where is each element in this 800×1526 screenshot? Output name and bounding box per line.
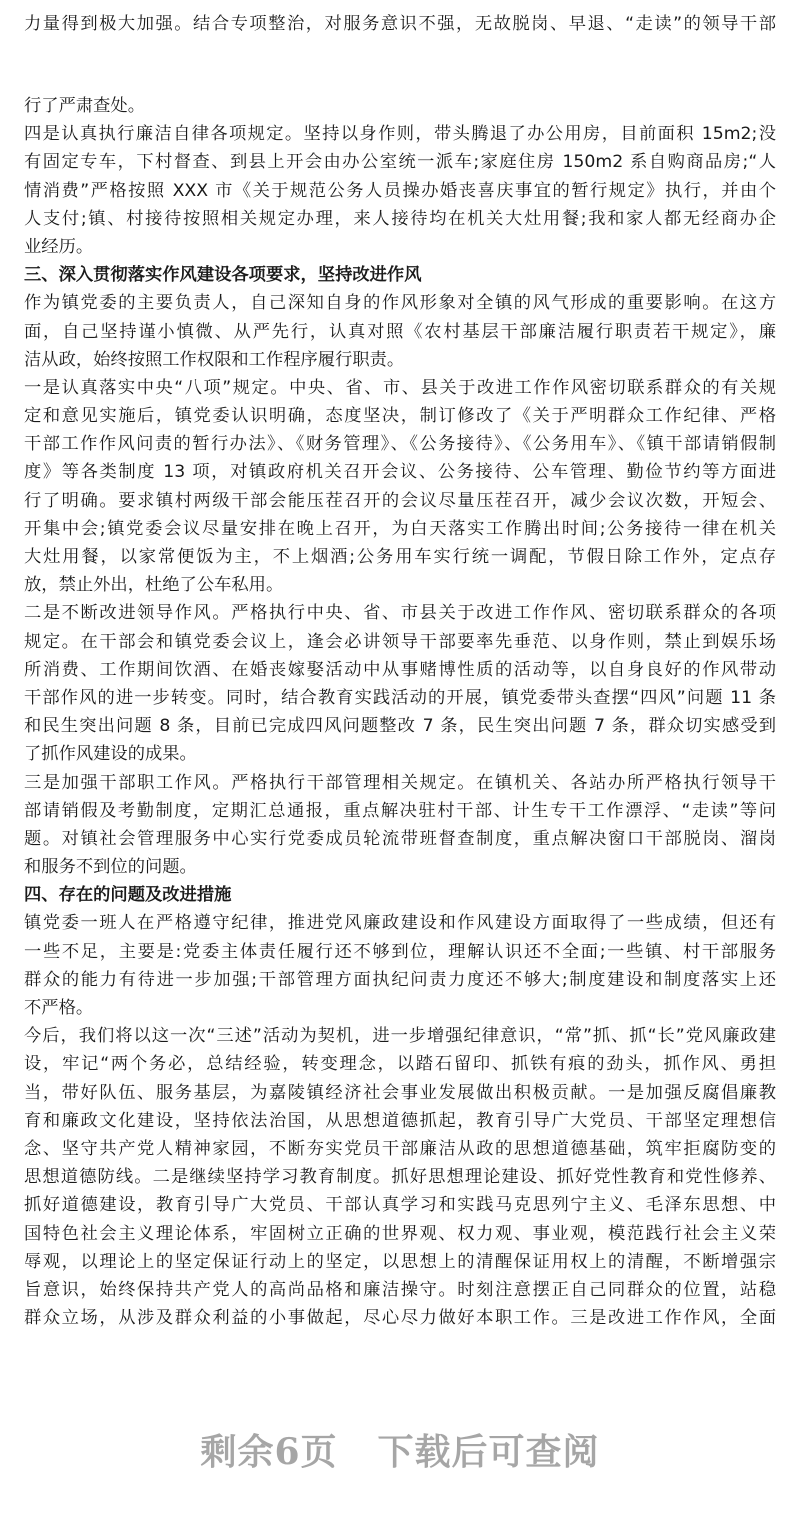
download-to-view-label: 下载后可查阅: [377, 1431, 600, 1473]
text-line: 念、坚守共产党人精神家园，不断夯实党员干部廉洁从政的思想道德基础，筑牢拒腐防变的: [24, 1138, 776, 1159]
text-line: 干部作风的进一步转变。同时，结合教育实践活动的开展，镇党委带头查摆“四风”问题 11 条: [24, 687, 776, 708]
text-line: 部请销假及考勤制度，定期汇总通报，重点解决驻村干部、计生专干工作漂浮、“走读”等问: [24, 800, 776, 821]
text-line: 情消费”严格按照 XXX 市《关于规范公务人员操办婚丧喜庆事宜的暂行规定》执行，并由个: [24, 180, 776, 201]
text-line: 作为镇党委的主要负责人，自己深知自身的作风形象对全镇的风气形成的重要影响。在这方: [24, 293, 776, 314]
section-heading: [24, 881, 776, 909]
text-line: 洁从政，始终按照工作权限和工作程序履行职责。: [24, 349, 405, 370]
page-top-fragment: [24, 10, 776, 38]
document-body: [24, 92, 776, 1332]
text-line: 和服务不到位的问题。: [24, 857, 197, 878]
text-line: 开集中会;镇党委会议尽量安排在晚上召开，为白天落实工作腾出时间;公务接待一律在机关: [24, 518, 776, 539]
paragraph: [24, 120, 776, 261]
paragraph: [24, 374, 776, 600]
text-line: 行了严肃查处。: [24, 96, 145, 116]
paragraph: [24, 92, 776, 120]
text-line: 放，禁止外出，杜绝了公车私用。: [24, 575, 284, 596]
text-line: 设，牢记“两个务必，总结经验，转变理念，以踏石留印、抓铁有痕的劲头，抓作风、勇担: [24, 1054, 776, 1075]
text-line: 和民生突出问题 8 条，目前已完成四风问题整改 7 条，民生突出问题 7 条，群众切实感受到: [24, 716, 776, 737]
text-line: 群众立场，从涉及群众利益的小事做起，尽心尽力做好本职工作。三是改进工作作风，全面: [24, 1308, 776, 1329]
text-line: 规定。在干部会和镇党委会议上，逢会必讲领导干部要率先垂范、以身作则，禁止到娱乐场: [24, 631, 776, 652]
text-line: 四、存在的问题及改进措施: [24, 885, 232, 906]
text-line: 今后，我们将以这一次“三述”活动为契机，进一步增强纪律意识，“常”抓、抓“长”党风廉政建: [24, 1026, 776, 1047]
text-line: 定和意见实施后，镇党委认识明确，态度坚决，制订修改了《关于严明群众工作纪律、严格: [24, 406, 776, 427]
text-line: 思想道德防线。二是继续坚持学习教育制度。抓好思想理论建设、抓好党性教育和党性修养、: [24, 1167, 776, 1188]
download-prompt[interactable]: [0, 1424, 800, 1475]
paragraph: [24, 599, 776, 768]
text-line: 一些不足，主要是:党委主体责任履行还不够到位，理解认识还不全面;一些镇、村干部服务: [24, 941, 776, 962]
text-line: 面，自己坚持谨小慎微、从严先行，认真对照《农村基层干部廉洁履行职责若干规定》，廉: [24, 321, 776, 342]
text-line: 旨意识，始终保持共产党人的高尚品格和廉洁操守。时刻注意摆正自己同群众的位置，站稳: [24, 1279, 776, 1300]
text-line: 干部工作作风问责的暂行办法》、《财务管理》、《公务接待》、《公务用车》、《镇干部请销假制: [24, 434, 776, 455]
text-line: 三是加强干部职工作风。严格执行干部管理相关规定。在镇机关、各站办所严格执行领导干: [24, 772, 776, 793]
remaining-pages-label: 剩余6页: [200, 1431, 338, 1473]
paragraph: [24, 909, 776, 1022]
text-line: 度》等各类制度 13 项，对镇政府机关召开会议、公务接待、公车管理、勤俭节约等方面进: [24, 462, 776, 483]
text-line: 抓好道德建设，教育引导广大党员、干部认真学习和实践马克思列宁主义、毛泽东思想、中: [24, 1195, 776, 1216]
text-line: 行了明确。要求镇村两级干部会能压茬召开的会议尽量压茬召开，减少会议次数，开短会、: [24, 490, 776, 511]
paragraph: [24, 769, 776, 882]
text-line: 辱观，以理论上的坚定保证行动上的坚定，以思想上的清醒保证用权上的清醒，不断增强宗: [24, 1251, 776, 1272]
text-line: 所消费、工作期间饮酒、在婚丧嫁娶活动中从事赌博性质的活动等，以自身良好的作风带动: [24, 659, 776, 680]
text-line: 不严格。: [24, 998, 94, 1018]
text-line: 当，带好队伍、服务基层，为嘉陵镇经济社会事业发展做出积极贡献。一是加强反腐倡廉教: [24, 1082, 776, 1103]
text-line: 国特色社会主义理论体系，牢固树立正确的世界观、权力观、事业观，模范践行社会主义荣: [24, 1223, 776, 1244]
text-line: 三、深入贯彻落实作风建设各项要求，坚持改进作风: [24, 265, 422, 286]
text-line: 题。对镇社会管理服务中心实行党委成员轮流带班督查制度，重点解决窗口干部脱岗、溜岗: [24, 828, 776, 849]
text-line: 一是认真落实中央“八项”规定。中央、省、市、县关于改进工作作风密切联系群众的有关规: [24, 377, 776, 398]
text-line: 群众的能力有待进一步加强;干部管理方面执纪问责力度还不够大;制度建设和制度落实上还: [24, 969, 776, 990]
paragraph: [24, 1022, 776, 1332]
paragraph: [24, 289, 776, 374]
section-heading: [24, 261, 776, 289]
text-line: 镇党委一班人在严格遵守纪律，推进党风廉政建设和作风建设方面取得了一些成绩，但还有: [24, 913, 776, 934]
text-line: 有固定专车，下村督查、到县上开会由办公室统一派车;家庭住房 150m2 系自购商品房;“人: [24, 152, 776, 173]
text-line: 育和廉政文化建设，坚持依法治国，从思想道德抓起，教育引导广大党员、干部坚定理想信: [24, 1110, 776, 1131]
text-line: 大灶用餐，以家常便饭为主，不上烟酒;公务用车实行统一调配，节假日除工作外，定点存: [24, 547, 776, 567]
text-line: 四是认真执行廉洁自律各项规定。坚持以身作则，带头腾退了办公用房，目前面积 15m2;没: [24, 124, 776, 145]
text-line: 人支付;镇、村接待按照相关规定办理，来人接待均在机关大灶用餐;我和家人都无经商办企: [24, 208, 776, 229]
text-line: 力量得到极大加强。结合专项整治，对服务意识不强，无故脱岗、早退、“走读”的领导干部: [24, 14, 776, 34]
text-line: 业经历。: [24, 236, 94, 257]
paragraph: [24, 10, 776, 38]
text-line: 二是不断改进领导作风。严格执行中央、省、市县关于改进工作作风、密切联系群众的各项: [24, 603, 776, 624]
text-line: 了抓作风建设的成果。: [24, 744, 197, 765]
